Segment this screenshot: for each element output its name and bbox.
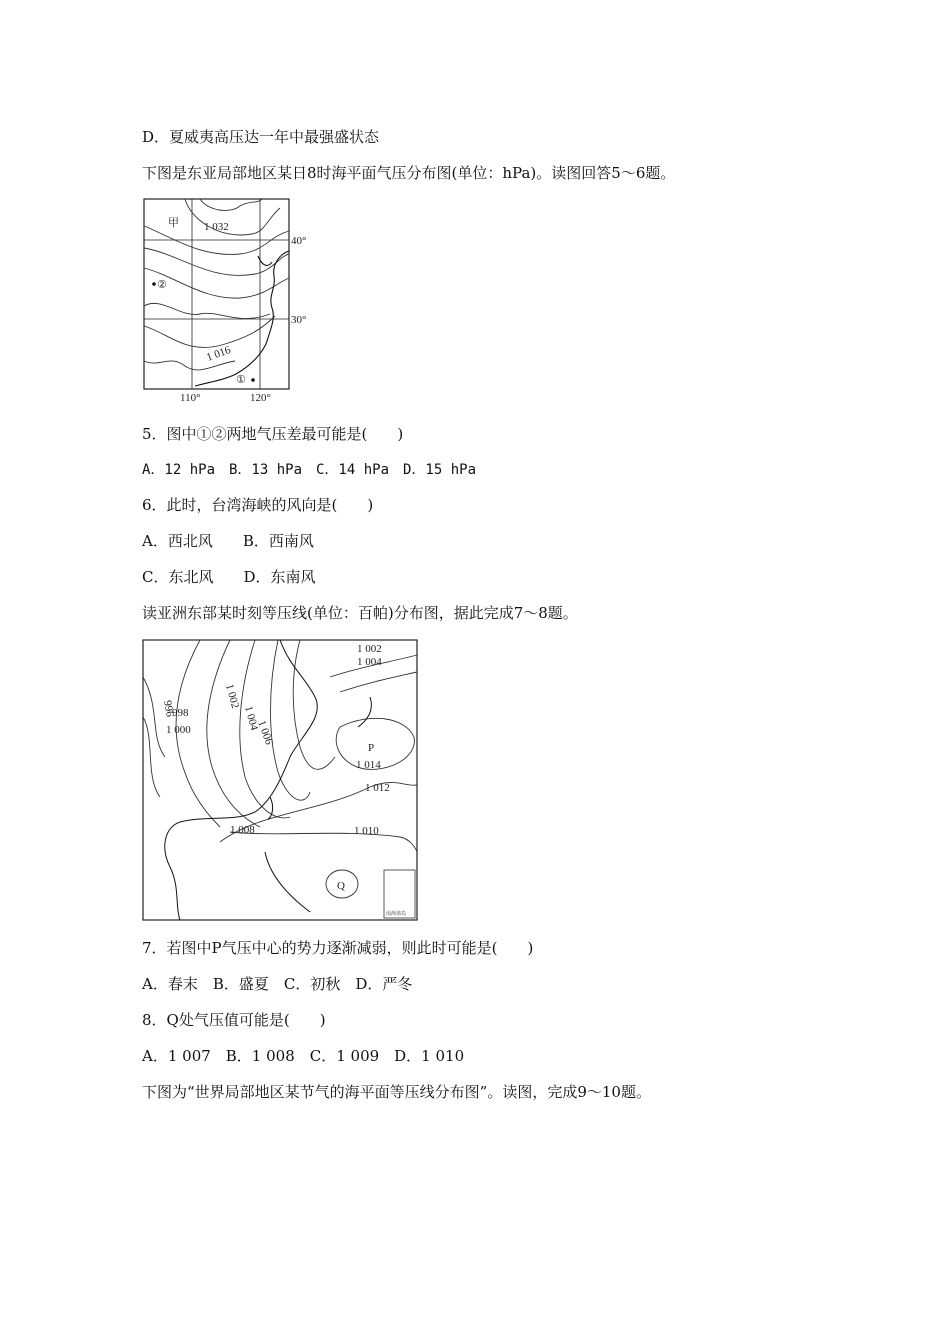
label-jia: 甲	[168, 217, 179, 229]
question-5: 5．图中①②两地气压差最可能是( )	[142, 425, 404, 443]
lat-label-40: 40°	[291, 235, 307, 247]
isobar-label-1014: 1 014	[356, 759, 381, 771]
question-4-option-d: D．夏威夷高压达一年中最强盛状态	[142, 128, 380, 146]
label-q: Q	[337, 880, 345, 892]
question-8: 8．Q处气压值可能是( )	[142, 1011, 326, 1029]
east-asia-isobar-map	[140, 637, 420, 923]
lat-label-30: 30°	[291, 314, 307, 326]
isobar-label-1004-mid: 1 004	[242, 704, 261, 732]
lon-label-120: 120°	[250, 392, 271, 404]
question-5-options: A．12 hPa B．13 hPa C．14 hPa D．15 hPa	[142, 462, 477, 478]
coastline	[165, 640, 375, 920]
isobar-label-1004-top: 1 004	[357, 656, 382, 668]
intro-questions-9-10: 下图为“世界局部地区某节气的海平面等压线分布图”。读图，完成9～10题。	[142, 1083, 651, 1101]
question-6-options-ab: A．西北风 B．西南风	[142, 532, 314, 550]
isobar-label-1032: 1 032	[204, 221, 229, 233]
isobar-label-1012: 1 012	[365, 782, 390, 794]
point-1-dot	[251, 378, 255, 382]
isobar-label-996: 996	[161, 699, 176, 718]
question-6-options-cd: C．东北风 D．东南风	[142, 568, 316, 586]
point-2-dot	[152, 282, 156, 286]
east-asia-pressure-map	[140, 196, 315, 406]
isobar-label-1000: 1 000	[166, 724, 191, 736]
inset-label: 南海诸岛	[386, 911, 407, 917]
isobar-label-1010: 1 010	[354, 825, 379, 837]
isobar-label-1002-top: 1 002	[357, 643, 382, 655]
question-7: 7．若图中P气压中心的势力逐渐减弱，则此时可能是( )	[142, 939, 534, 957]
intro-questions-7-8: 读亚洲东部某时刻等压线(单位：百帕)分布图，据此完成7～8题。	[142, 604, 578, 622]
isobar-label-1002-mid: 1 002	[223, 682, 242, 710]
question-8-options: A．1 007 B．1 008 C．1 009 D．1 010	[142, 1047, 465, 1065]
isobar-label-998: 998	[172, 707, 189, 719]
isobar-lines	[143, 640, 417, 852]
isobar-label-1006: 1 006	[255, 718, 275, 747]
intro-questions-5-6: 下图是东亚局部地区某日8时海平面气压分布图(单位：hPa)。读图回答5～6题。	[142, 164, 676, 182]
point-1-label: ①	[236, 374, 246, 386]
question-6: 6．此时，台湾海峡的风向是( )	[142, 496, 374, 514]
isobar-label-1016: 1 016	[204, 344, 233, 364]
point-2-label: ②	[157, 279, 167, 291]
isobar-label-1008: 1 008	[230, 824, 255, 836]
label-p: P	[368, 742, 375, 754]
lon-label-110: 110°	[180, 392, 201, 404]
question-7-options: A．春末 B．盛夏 C．初秋 D．严冬	[142, 975, 413, 993]
